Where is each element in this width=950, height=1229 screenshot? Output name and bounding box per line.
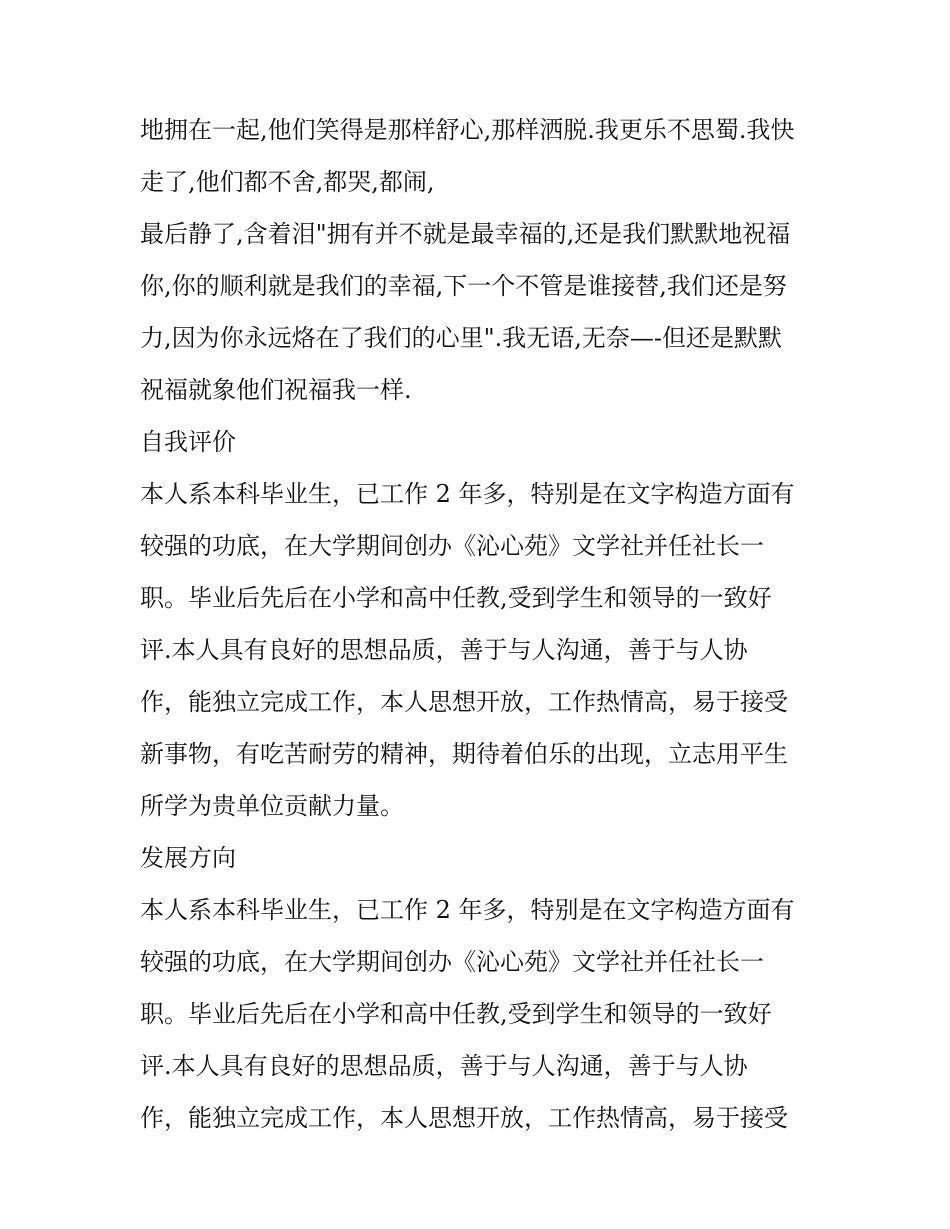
text-line: 本人系本科毕业生，已工作 2 年多，特别是在文字构造方面有: [140, 896, 795, 924]
text-line: 所学为贵单位贡献力量。: [140, 792, 404, 820]
text-line: 地拥在一起,他们笑得是那样舒心,那样洒脱.我更乐不思蜀.我快: [140, 116, 795, 144]
text-line: 评.本人具有良好的思想品质，善于与人沟通，善于与人协: [140, 636, 748, 664]
text-line: 本人系本科毕业生，已工作 2 年多，特别是在文字构造方面有: [140, 480, 795, 508]
text-line: 新事物，有吃苦耐劳的精神，期待着伯乐的出现，立志用平生: [140, 740, 788, 768]
text-line: 职。毕业后先后在小学和高中任教,受到学生和领导的一致好: [140, 584, 772, 612]
text-line: 作，能独立完成工作，本人思想开放，工作热情高，易于接受: [140, 688, 788, 716]
text-line: 祝福就象他们祝福我一样.: [140, 376, 412, 404]
text-line: 走了,他们都不舍,都哭,都闹,: [140, 168, 435, 196]
text-line: 较强的功底，在大学期间创办《沁心苑》文学社并任社长一: [140, 532, 764, 560]
text-line: 力,因为你永远烙在了我们的心里".我无语,无奈—-但还是默默: [140, 324, 783, 352]
text-line: 评.本人具有良好的思想品质，善于与人沟通，善于与人协: [140, 1052, 748, 1080]
text-line: 作，能独立完成工作，本人思想开放，工作热情高，易于接受: [140, 1104, 788, 1132]
document-body: [140, 104, 820, 1144]
text-line: 最后静了,含着泪"拥有并不就是最幸福的,还是我们默默地祝福: [140, 220, 791, 248]
text-line: 职。毕业后先后在小学和高中任教,受到学生和领导的一致好: [140, 1000, 772, 1028]
section-heading-development-direction: 发展方向: [140, 844, 236, 872]
text-line: 你,你的顺利就是我们的幸福,下一个不管是谁接替,我们还是努: [140, 272, 787, 300]
text-line: 较强的功底，在大学期间创办《沁心苑》文学社并任社长一: [140, 948, 764, 976]
section-heading-self-evaluation: 自我评价: [140, 428, 236, 456]
